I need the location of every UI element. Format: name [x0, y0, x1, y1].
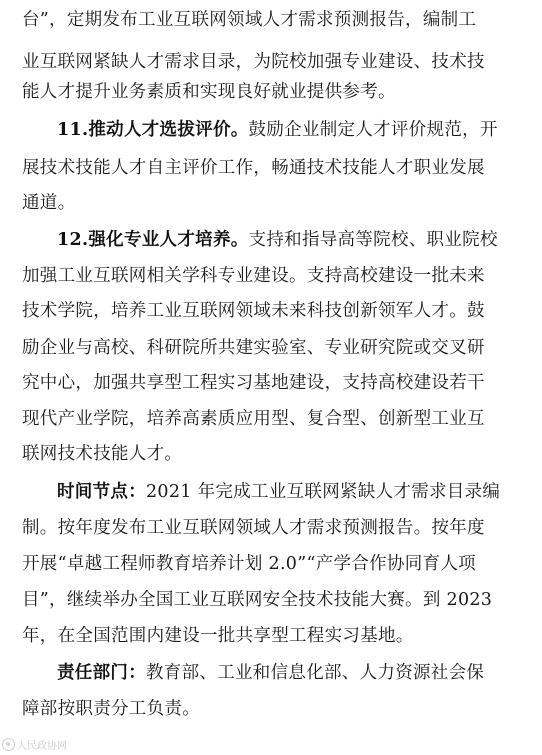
paragraph-2-line-1-text: 鼓励企业制定人才评价规范，开	[248, 120, 498, 140]
watermark	[2, 737, 67, 752]
paragraph-3-line-3: 技术学院，培养工业互联网领域未来科技创新领军人才。鼓	[22, 301, 485, 321]
paragraph-1-line-2: 业互联网紧缺人才需求目录，为院校加强专业建设、技术技	[22, 52, 485, 72]
paragraph-5-line-1	[57, 655, 484, 691]
paragraph-1-line-1: 台”，定期发布工业互联网领域人才需求预测报告，编制工	[22, 10, 477, 30]
paragraph-4-line-3: 开展“卓越工程师教育培养计划 2.0”“产学合作协同育人项	[22, 554, 476, 574]
paragraph-2-heading: 11.推动人才选拔评价。	[57, 120, 249, 140]
paragraph-5-line-1-text: 教育部、工业和信息化部、人力资源社会保	[146, 663, 485, 683]
logo-icon	[2, 738, 15, 751]
paragraph-3-line-5: 究中心，加强共享型工程实习基地建设，支持高校建设若干	[22, 373, 485, 393]
paragraph-4-line-5: 年，在全国范围内建设一批共享型工程实习基地。	[22, 626, 414, 646]
paragraph-4-line-2: 制。按年度发布工业互联网领域人才需求预测报告。按年度	[22, 518, 485, 538]
paragraph-4-line-4: 目”，继续举办全国工业互联网安全技术技能大赛。到 2023	[22, 590, 493, 610]
paragraph-3-heading: 12.强化专业人才培养。	[57, 230, 249, 250]
paragraph-3-line-6: 现代产业学院，培养高素质应用型、复合型、创新型工业互	[22, 409, 485, 429]
paragraph-3-line-7: 联网技术技能人才。	[22, 444, 183, 464]
paragraph-5-line-2: 障部按职责分工负责。	[22, 699, 200, 719]
paragraph-2-line-1	[57, 112, 498, 148]
paragraph-3-line-1-text: 支持和指导高等院校、职业院校	[248, 230, 498, 250]
paragraph-2-line-3: 通道。	[22, 193, 76, 213]
paragraph-3-line-2: 加强工业互联网相关学科专业建设。支持高校建设一批未来	[22, 266, 485, 286]
paragraph-2-line-2: 展技术技能人才自主评价工作，畅通技术技能人才职业发展	[22, 158, 485, 178]
paragraph-3-line-4: 励企业与高校、科研院所共建实验室、专业研究院或交叉研	[22, 338, 485, 358]
paragraph-3-line-1	[57, 222, 498, 258]
paragraph-1-line-3: 能人才提升业务素质和实现良好就业提供参考。	[22, 82, 396, 102]
paragraph-5-heading: 责任部门：	[57, 663, 146, 683]
paragraph-4-line-1	[57, 474, 500, 510]
paragraph-4-line-1-text: 2021 年完成工业互联网紧缺人才需求目录编	[146, 482, 501, 502]
watermark-text: 人民政协网	[17, 741, 67, 752]
paragraph-4-heading: 时间节点：	[57, 482, 146, 502]
